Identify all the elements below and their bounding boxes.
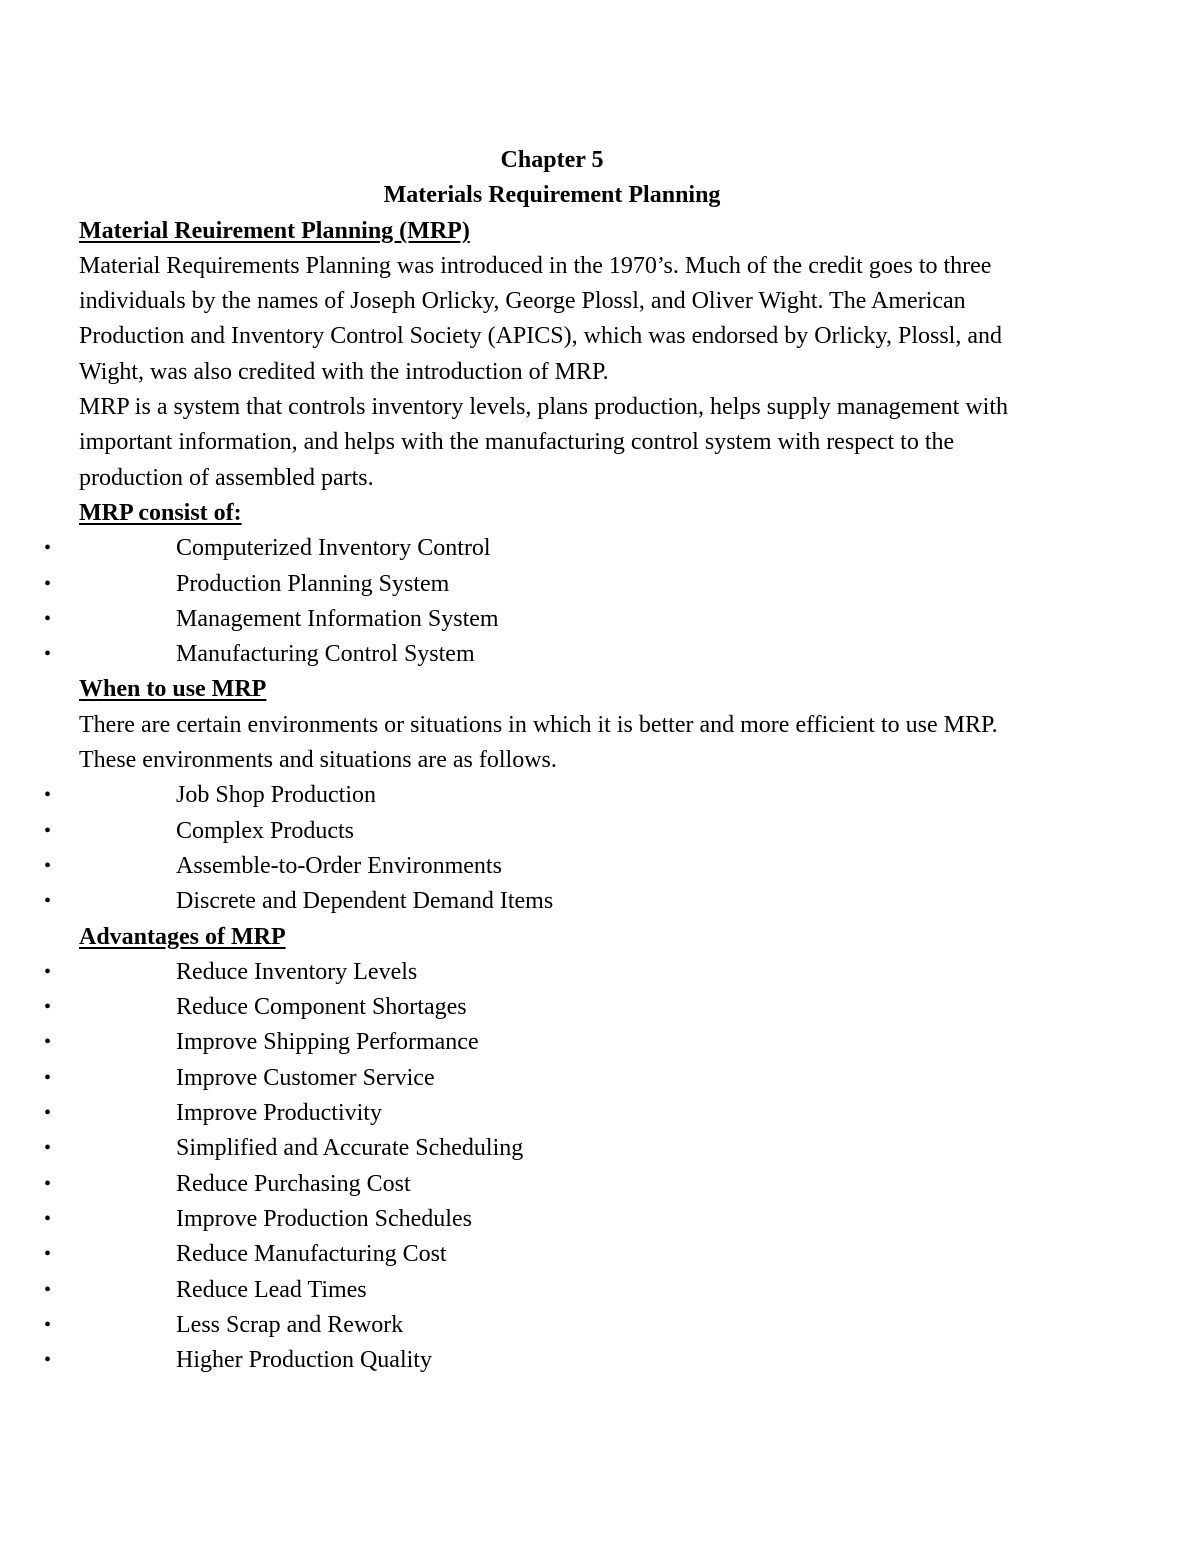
list-item: • Higher Production Quality: [79, 1343, 1039, 1378]
list-item: • Job Shop Production: [79, 778, 1039, 813]
bullet-icon: •: [44, 854, 52, 877]
bullet-icon: •: [44, 1102, 52, 1125]
list-item: • Assemble-to-Order Environments: [79, 849, 1039, 884]
bullet-icon: •: [44, 607, 52, 630]
list-item: • Improve Shipping Performance: [79, 1025, 1039, 1060]
list-item: • Less Scrap and Rework: [79, 1308, 1039, 1343]
bullet-icon: •: [44, 996, 52, 1019]
section-heading-consist: MRP consist of:: [79, 499, 242, 526]
bullet-icon: •: [44, 1243, 52, 1266]
bullet-icon: •: [44, 819, 52, 842]
list-item: • Simplified and Accurate Scheduling: [79, 1131, 1039, 1166]
document-content: [44, 143, 1039, 1378]
list-item: • Improve Customer Service: [79, 1061, 1039, 1096]
list-item: • Discrete and Dependent Demand Items: [79, 884, 1039, 919]
bullet-icon: •: [44, 537, 52, 560]
intro-paragraph-definition: MRP is a system that controls inventory levels, plans production, helps supply management with important information, and helps with the manufacturing control system with respect to the production of assembled parts.: [79, 394, 1008, 491]
bullet-icon: •: [44, 1207, 52, 1230]
consist-list: [44, 531, 1039, 672]
section-heading-intro: Material Reuirement Planning (MRP): [79, 217, 470, 244]
list-item: • Reduce Purchasing Cost: [79, 1167, 1039, 1202]
bullet-icon: •: [44, 1137, 52, 1160]
bullet-icon: •: [44, 1278, 52, 1301]
advantages-list: [44, 955, 1039, 1379]
chapter-title: Materials Requirement Planning: [383, 182, 721, 209]
bullet-icon: •: [44, 1313, 52, 1336]
list-item: • Reduce Component Shortages: [79, 990, 1039, 1025]
bullet-icon: •: [44, 890, 52, 913]
list-item: • Reduce Inventory Levels: [79, 955, 1039, 990]
when-list: [44, 778, 1039, 919]
list-item: • Improve Productivity: [79, 1096, 1039, 1131]
list-item: • Computerized Inventory Control: [79, 531, 1039, 566]
bullet-icon: •: [44, 1066, 52, 1089]
bullet-icon: •: [44, 1172, 52, 1195]
bullet-icon: •: [44, 960, 52, 983]
chapter-number: Chapter 5: [500, 147, 604, 173]
list-item: • Reduce Manufacturing Cost: [79, 1237, 1039, 1272]
bullet-icon: •: [44, 1031, 52, 1054]
section-heading-advantages: Advantages of MRP: [79, 923, 286, 950]
when-paragraph: There are certain environments or situations in which it is better and more efficient to use MRP. These environments and situations are as follows.: [79, 711, 998, 774]
list-item: • Complex Products: [79, 814, 1039, 849]
list-item: • Improve Production Schedules: [79, 1202, 1039, 1237]
intro-paragraph-history: Material Requirements Planning was introduced in the 1970’s. Much of the credit goes to three individuals by the names of Joseph Orlicky, George Plossl, and Oliver Wight. The American Production and Inventory Control Society (APICS), which was endorsed by Orlicky, Plossl, and Wight, was also credited with the introduction of MRP.: [79, 252, 1003, 385]
bullet-icon: •: [44, 784, 52, 807]
list-item: • Manufacturing Control System: [79, 637, 1039, 672]
list-item: • Production Planning System: [79, 567, 1039, 602]
list-item: • Reduce Lead Times: [79, 1273, 1039, 1308]
bullet-icon: •: [44, 1349, 52, 1372]
bullet-icon: •: [44, 643, 52, 666]
section-heading-when: When to use MRP: [79, 676, 267, 703]
bullet-icon: •: [44, 572, 52, 595]
list-item: • Management Information System: [79, 602, 1039, 637]
